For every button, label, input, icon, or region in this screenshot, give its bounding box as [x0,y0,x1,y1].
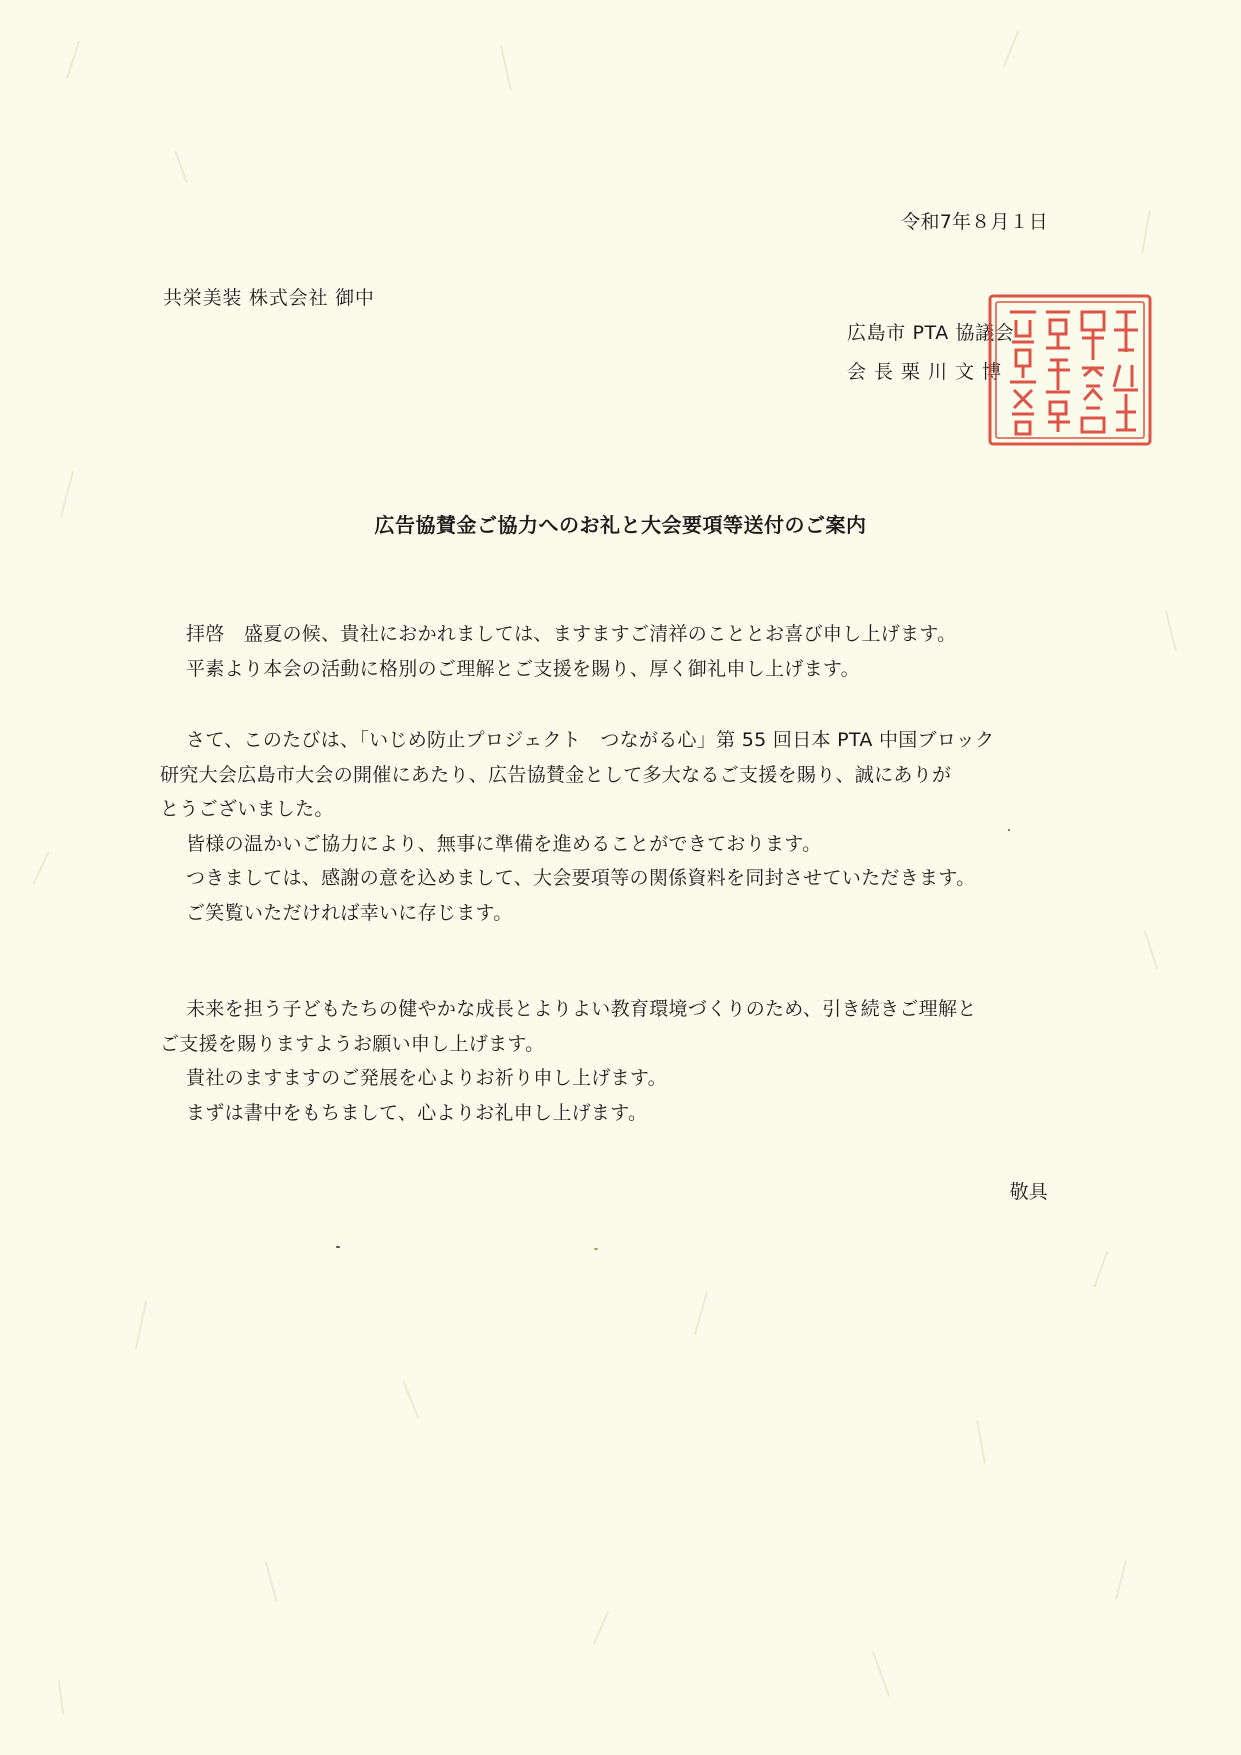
body-line: 拝啓 盛夏の候、貴社におかれましては、ますますご清祥のこととお喜び申し上げます。 [186,623,957,645]
paper-fiber [500,45,512,90]
paper-fiber [265,1560,278,1601]
body-line: ご支援を賜りますようお願い申し上げます。 [160,1032,545,1055]
sender-organization: 広島市 PTA 協議会 [847,322,1015,344]
paper-fiber [1094,1251,1109,1287]
body-line: 平素より本会の活動に格別のご理解とご支援を賜り、厚く御礼申し上げます。 [186,657,860,680]
letter-date: 令和7年８月１日 [901,211,1048,233]
paper-fiber [58,1680,65,1714]
paper-fiber [694,1291,709,1336]
organization-seal [986,290,1156,450]
paper-fiber [174,151,188,184]
paragraph-greeting [160,617,1065,686]
paper-fiber [403,1381,420,1419]
body-line: 未来を担う子どもたちの健やかな成長とよりよい教育環境づくりのため、引き続きご理解と [186,998,977,1020]
paper-fiber [1003,31,1019,67]
paper-fiber [1115,1560,1127,1599]
recipient-name: 共栄美装 株式会社 御中 [163,287,375,309]
body-line: ご笑覧いただければ幸いに存じます。 [186,901,513,924]
paper-speck [594,1248,598,1250]
paragraph-closing-remarks [160,992,1065,1130]
body-line: 貴社のますますのご発展を心よりお祈り申し上げます。 [186,1067,667,1089]
body-line: さて、このたびは、「いじめ防止プロジェクト つながる心」第 55 回日本 PTA 中国ブロック [186,729,995,751]
paper-fiber [872,1651,890,1697]
paper-fiber [1165,610,1177,651]
paper-fiber [66,41,80,80]
body-line: とうございました。 [160,798,334,820]
paper-fiber [60,471,74,518]
letter-title: 広告協賛金ご協力へのお礼と大会要項等送付のご案内 [374,513,867,537]
paper-fiber [976,1420,986,1464]
body-line: 研究大会広島市大会の開催にあたり、広告協賛金として多大なるご支援を賜り、誠にありが [160,763,952,786]
paper-fiber [1141,210,1151,254]
paper-fiber [593,1611,609,1645]
body-line: 皆様の温かいご協力により、無事に準備を進めることができております。 [186,832,822,855]
body-line: まずは書中をもちまして、心よりお礼申し上げます。 [186,1101,648,1124]
paper-speck [336,1246,340,1248]
body-line: つきましては、感謝の意を込めまして、大会要項等の関係資料を同封させていただきます。 [186,867,976,889]
paper-fiber [135,1300,147,1349]
paper-fiber [32,851,49,884]
paragraph-thanks [160,723,1065,930]
paper-speck [1008,829,1010,831]
closing-word: 敬具 [1009,1181,1048,1203]
paper-fiber [1144,931,1158,970]
sender-name: 会長栗川文博 [847,361,1010,383]
